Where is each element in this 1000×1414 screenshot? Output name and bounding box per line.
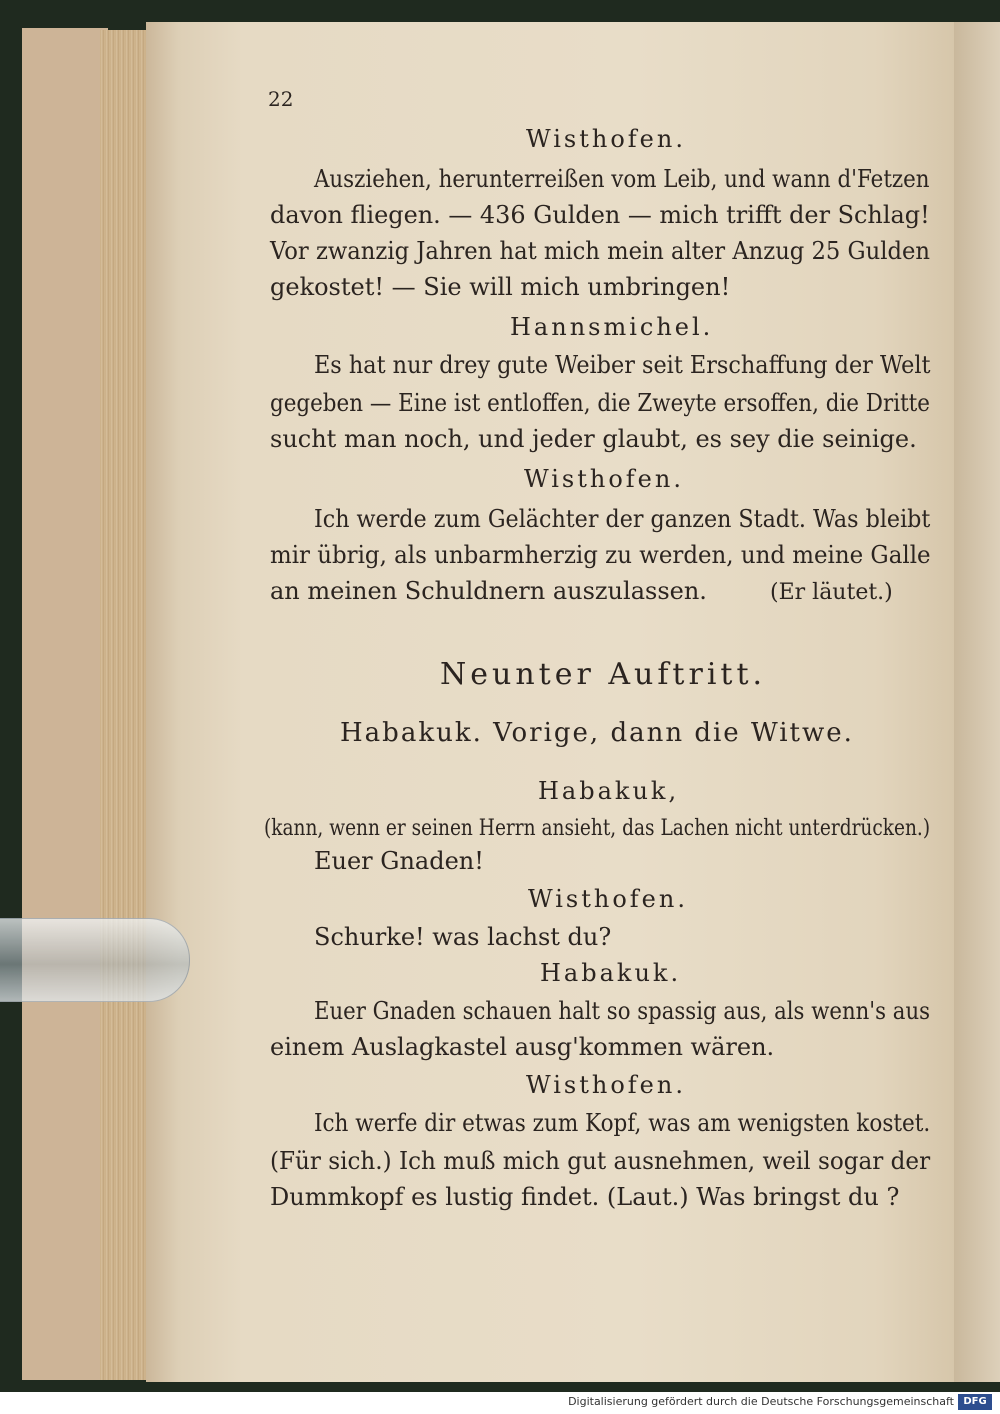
- dfg-logo: DFG: [958, 1394, 992, 1410]
- text-line: Euer Gnaden schauen halt so spassig aus, als wenn's aus: [314, 997, 931, 1025]
- speaker-name: Wisthofen.: [526, 1071, 686, 1099]
- text-line: Ich werde zum Gelächter der ganzen Stadt. Was bleibt: [314, 505, 931, 533]
- text-line: mir übrig, als unbarmherzig zu werden, und meine Galle: [270, 541, 931, 569]
- text-line: einem Auslagkastel ausg'kommen wären.: [270, 1033, 775, 1061]
- speaker-name: Habakuk.: [540, 959, 682, 987]
- text-line: Ausziehen, herunterreißen vom Leib, und wann d'Fetzen: [314, 165, 930, 193]
- text-line: (Für sich.) Ich muß mich gut ausnehmen, weil sogar der: [270, 1147, 931, 1175]
- stage-direction: (kann, wenn er seinen Herrn ansieht, das Lachen nicht unterdrücken.): [264, 816, 931, 841]
- speaker-name: Hannsmichel.: [510, 313, 714, 341]
- text-line: Vor zwanzig Jahren hat mich mein alter Anzug 25 Gulden: [270, 237, 930, 265]
- text-line: gekostet! — Sie will mich umbringen!: [270, 273, 731, 301]
- scene-heading: Neunter Auftritt.: [440, 657, 767, 692]
- speaker-name: Wisthofen.: [526, 125, 686, 153]
- text-line: Dummkopf es lustig findet. (Laut.) Was bringst du ?: [270, 1183, 900, 1211]
- cast-line: Habakuk. Vorige, dann die Witwe.: [340, 718, 854, 748]
- text-line: davon fliegen. — 436 Gulden — mich trifft der Schlag!: [270, 201, 930, 229]
- speaker-name: Habakuk,: [538, 777, 680, 805]
- text-line: gegeben — Eine ist entloffen, die Zweyte ersoffen, die Dritte: [270, 389, 930, 417]
- text-line: sucht man noch, und jeder glaubt, es sey die seinige.: [270, 425, 917, 453]
- text-line: Euer Gnaden!: [314, 847, 484, 875]
- digitization-credit: Digitalisierung gefördert durch die Deutsche Forschungsgemeinschaft: [568, 1395, 954, 1408]
- text-line: Es hat nur drey gute Weiber seit Erschaffung der Welt: [314, 351, 931, 379]
- speaker-name: Wisthofen.: [524, 465, 684, 493]
- speaker-name: Wisthofen.: [528, 885, 688, 913]
- text-line: Ich werfe dir etwas zum Kopf, was am wenigsten kostet.: [314, 1109, 931, 1137]
- text-line: Schurke! was lachst du?: [314, 923, 612, 951]
- stage-direction: (Er läutet.): [770, 580, 893, 605]
- text-line: an meinen Schuldnern auszulassen.: [270, 577, 707, 605]
- page-number: 22: [268, 87, 294, 111]
